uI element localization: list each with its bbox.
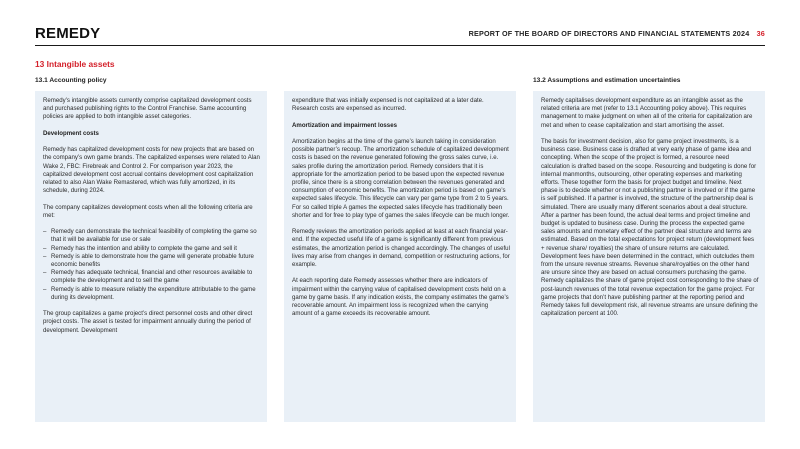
paragraph: The company capitalizes development costs when all the following criteria are met: xyxy=(43,203,253,219)
heading-amortization: Amortization and impairment losses xyxy=(292,121,397,129)
list-item: – Remedy is able to demonstrate how the game will generate probable future economic benefits xyxy=(43,253,261,269)
report-header xyxy=(469,29,765,38)
criteria-list xyxy=(43,228,261,302)
paragraph: The basis for investment decision, also for game project investments, is a business case. Business case is drafted at very early phase of game idea and concepting. When the scope of the project is formed, a resource need calculation is drafted based on the scope. Resourcing and budgeting is done for internal manmonths, outsourcing, other operating expenses and marketing efforts. These together form the basis for project budget and timeline. Next phase is to decide whether or not a publishing partner is involved or if the game is self published. If a partner is involved, the structure of the partnership deal is simulated. There are usually many different scenarios about a deal structure. After a partner has been found, the actual deal terms and project timeline and budget is updated to business case. During the process the expected game sales amounts and monetary effect of the partner deal structure and terms are estimated. Based on the total expectations for project return (development fees + revenue share/ royalties) the share of unsure returns are calculated. Development fees have been determined in the contract, which outcludes them from the unsure revenue streams. Revenue share/royalties on the other hand are unsure since they are based on actual consumers purchasing the game. Remedy capitalizes the share of game project cost corresponding to the share of post-launch revenues of the total revenue expectation for the game project. For game projects that don’t have publishing partner at the reporting period and Remedy takes full development risk, all revenue streams are unsure defining the capitalization percent at 100. xyxy=(541,138,759,318)
company-logo: REMEDY xyxy=(35,25,101,42)
subsection-assumptions: 13.2 Assumptions and estimation uncertainties xyxy=(533,77,681,84)
list-item: – Remedy is able to measure reliably the expenditure attributable to the game during its development. xyxy=(43,286,261,302)
paragraph: The group capitalizes a game project’s direct personnel costs and other direct project costs. The asset is tested for impairment annually during the period of development. Development xyxy=(43,310,253,334)
list-item: – Remedy can demonstrate the technical feasibility of completing the game so that it will be available for use or sale xyxy=(43,228,261,244)
page-number: 36 xyxy=(756,29,765,38)
text-column-3 xyxy=(541,97,759,327)
section-title: 13 Intangible assets xyxy=(35,59,115,69)
header-divider xyxy=(35,45,765,46)
report-title: REPORT OF THE BOARD OF DIRECTORS AND FINANCIAL STATEMENTS 2024 xyxy=(468,29,750,38)
paragraph: Remedy capitalises development expenditure as an intangible asset as the related criteria are met (refer to 13.1 Accounting policy above). This requires management to make judgment on when all of the criteria for capitalization are met and when to cease capitalization and start amortising the asset. xyxy=(541,97,753,129)
text-column-2 xyxy=(292,97,510,327)
paragraph: Remedy’s intangible assets currently comprise capitalized development costs and purchased publishing rights to the Control Franchise. Same accounting policies are applied to both intangible asset categories. xyxy=(43,97,252,121)
list-item: – Remedy has adequate technical, financial and other resources available to complete the development and to sell the game xyxy=(43,269,261,285)
heading-development-costs: Development costs xyxy=(43,129,99,137)
paragraph: At each reporting date Remedy assesses whether there are indicators of impairment within the carrying value of capitalised development costs held on a game by game basis. If any indication exists, the company estimates the game’s recoverable amount. An impairment loss is recognized when the carrying amount of a game exceeds its recoverable amount. xyxy=(292,277,509,318)
text-column-1 xyxy=(43,97,261,343)
paragraph: Amortization begins at the time of the game’s launch taking in consideration possible partner’s recoup. The amortization schedule of capitalized development costs is based on the revenue generated following the gross sales curve, i.e. sales profile during the amortization period. Remedy considers that it is appropriate for the amortization period to be based upon the expected revenue profile, since there is a strong correlation between the revenues generated and consumption of economic benefits. The amortization period is based on game’s expected sales lifecycle. This lifecycle can vary per game type from 2 to 5 years. For so called triple A games the expected sales lifecycle has traditionally been shorter and for free to play type of games the sales lifecycle can be much longer. xyxy=(292,137,510,219)
paragraph: Remedy reviews the amortization periods applied at least at each financial year-end. If the expected useful life of a game is significantly different from previous estimates, the amortization period is changed accordingly. The changes of useful lives may arise from changes in demand, competition or restructuring actions, for example. xyxy=(292,228,510,269)
list-item: – Remedy has the intention and ability to complete the game and sell it xyxy=(43,245,261,253)
paragraph: expenditure that was initially expensed is not capitalized at a later date. Research costs are expensed as incurred. xyxy=(292,97,484,113)
paragraph: Remedy has capitalized development costs for new projects that are based on the company’s own game brands. The capitalized expenses were related to Alan Wake 2, FBC: Firebreak and Control 2. For comparison year 2023, the capitalized development cost accrual contains development cost capitalization related to also Alan Wake Remastered, which was fully amortized, in its schedule, during 2024. xyxy=(43,146,260,195)
subsection-accounting-policy: 13.1 Accounting policy xyxy=(35,77,107,84)
